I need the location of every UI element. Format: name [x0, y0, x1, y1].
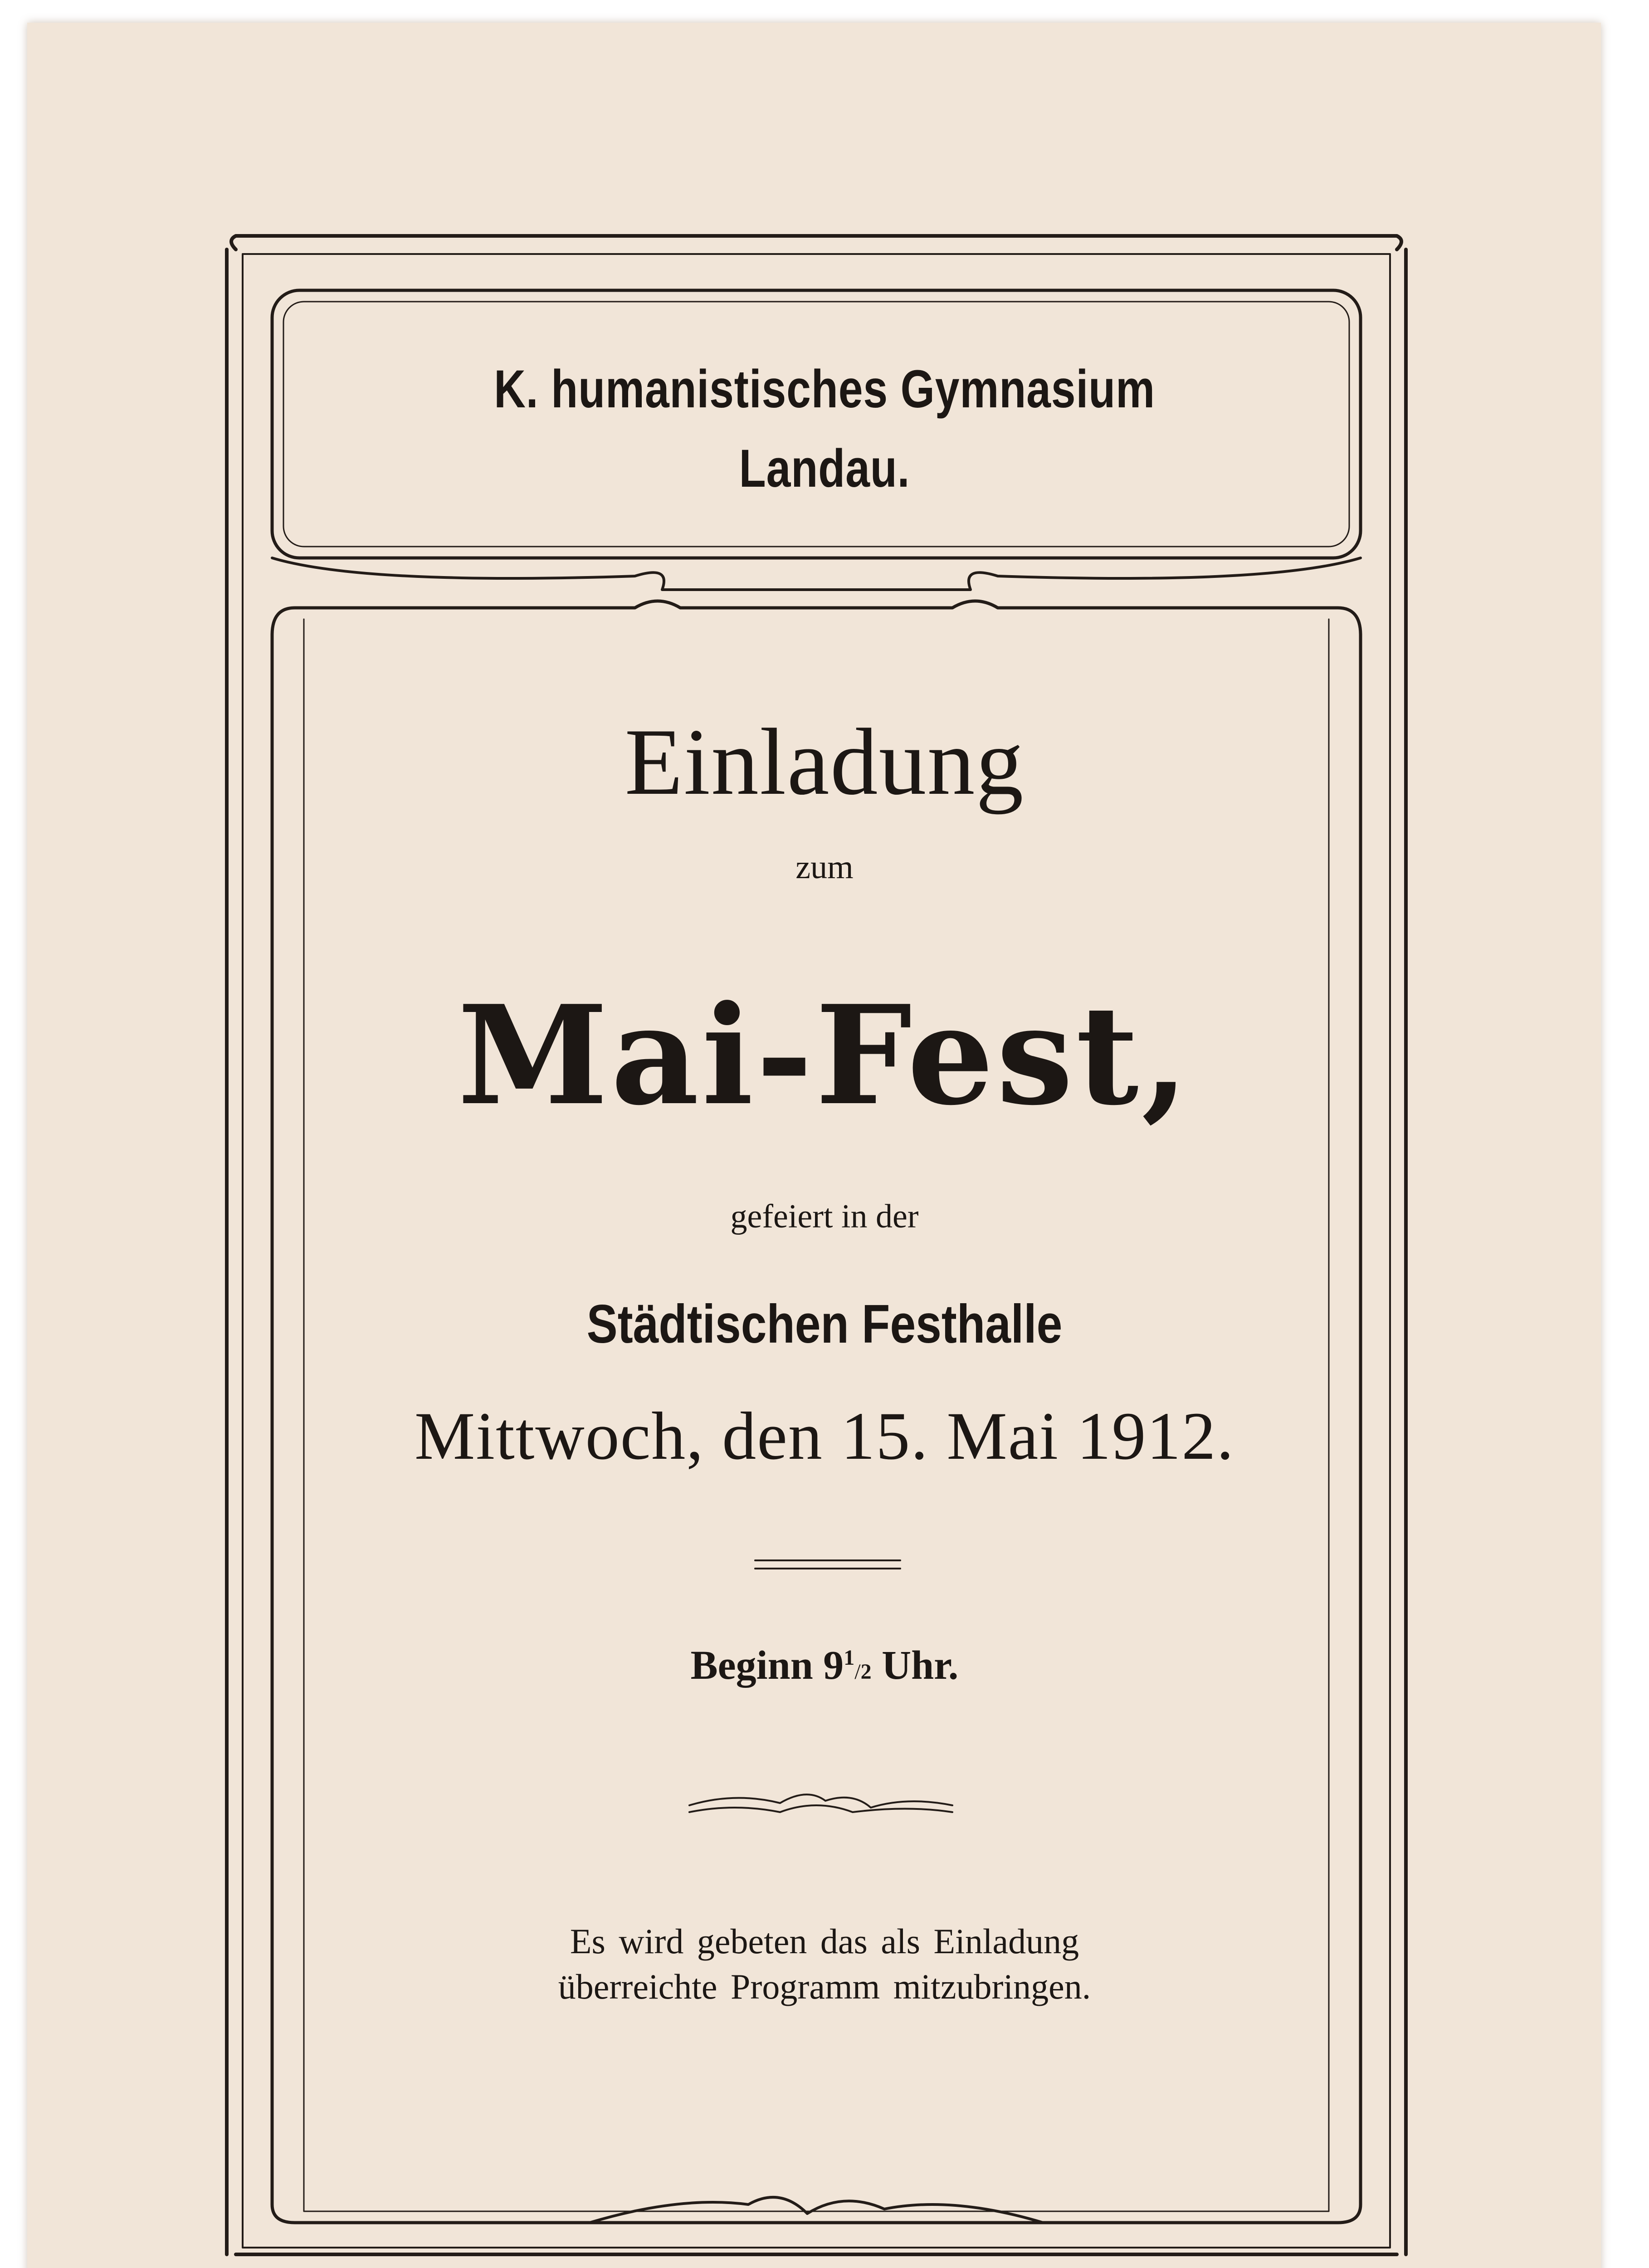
start-time: Beginn $9^1/2$ Uhr. [690, 1643, 959, 1688]
school-name: K. humanistisches Gymnasium [494, 359, 1155, 419]
event-title: Mai-Fest, [457, 975, 1192, 1135]
bottom-swirl [590, 2197, 1043, 2223]
event-date: Mittwoch, den 15. Mai 1912. [414, 1398, 1234, 1474]
celebrated-in-label: gefeiert in der [730, 1198, 919, 1235]
fraction-denominator: 2 [860, 1660, 872, 1684]
wavy-ornament [689, 1794, 952, 1812]
notice-line-1: Es wird gebeten das als Einladung [570, 1921, 1079, 1961]
header-swirl [272, 558, 1361, 590]
start-label: Beginn 9 [690, 1643, 844, 1688]
invitation-heading: Einladung [624, 709, 1025, 815]
venue-name: Städtischen Festhalle [586, 1294, 1063, 1354]
fraction-numerator: 1 [844, 1646, 855, 1670]
notice-line-2: überreichte Programm mitzubringen. [558, 1967, 1091, 2006]
start-suffix: Uhr. [871, 1643, 959, 1688]
zum-label: zum [795, 849, 854, 886]
date-rule [755, 1560, 900, 1569]
header-box [272, 290, 1361, 558]
school-city: Landau. [739, 439, 910, 499]
